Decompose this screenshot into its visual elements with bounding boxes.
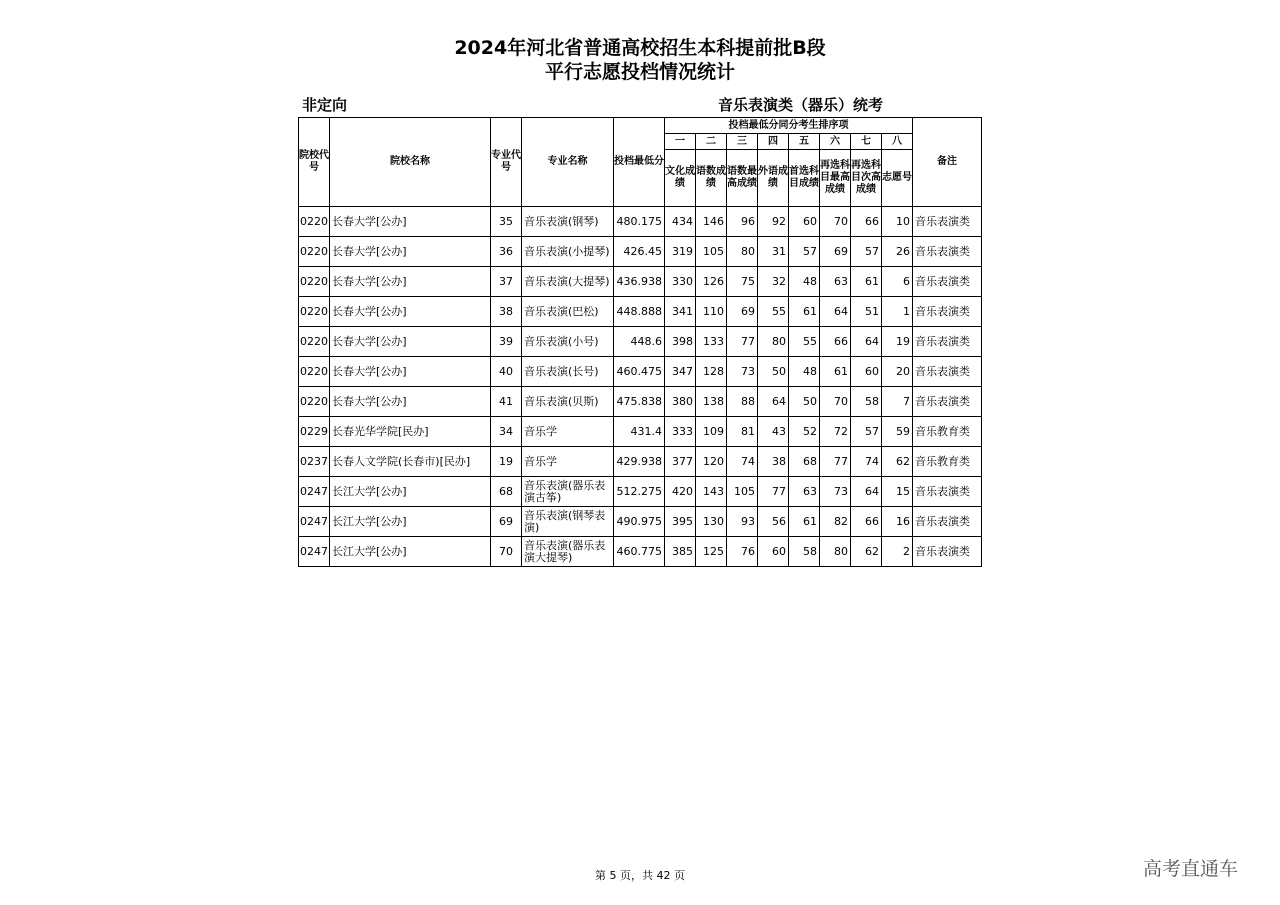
major-code-cell: 35 [491, 207, 522, 237]
rank-value-cell: 31 [758, 237, 789, 267]
rank-value-cell: 80 [758, 327, 789, 357]
header-rank-item: 首选科目成绩 [789, 150, 820, 207]
school-code-cell: 0220 [299, 327, 330, 357]
table-row [299, 417, 982, 447]
school-code-cell: 0220 [299, 237, 330, 267]
header-major-code: 专业代号 [491, 118, 522, 207]
school-name-cell: 长春大学[公办] [330, 327, 491, 357]
rank-value-cell: 66 [820, 327, 851, 357]
major-code-cell: 19 [491, 447, 522, 477]
major-code-cell: 70 [491, 537, 522, 567]
min-score-cell: 431.4 [614, 417, 665, 447]
header-rank-num: 七 [851, 134, 882, 150]
table-row [299, 387, 982, 417]
header-school-code: 院校代号 [299, 118, 330, 207]
school-code-cell: 0220 [299, 297, 330, 327]
major-name-cell: 音乐表演(钢琴表演) [522, 507, 614, 537]
table-row [299, 477, 982, 507]
rank-value-cell: 81 [727, 417, 758, 447]
header-rank-num: 二 [696, 134, 727, 150]
min-score-cell: 480.175 [614, 207, 665, 237]
rank-value-cell: 347 [665, 357, 696, 387]
min-score-cell: 429.938 [614, 447, 665, 477]
remark-cell: 音乐表演类 [913, 477, 982, 507]
min-score-cell: 448.888 [614, 297, 665, 327]
rank-value-cell: 73 [820, 477, 851, 507]
school-name-cell: 长江大学[公办] [330, 507, 491, 537]
major-name-cell: 音乐表演(巴松) [522, 297, 614, 327]
school-code-cell: 0220 [299, 387, 330, 417]
remark-cell: 音乐表演类 [913, 357, 982, 387]
rank-value-cell: 138 [696, 387, 727, 417]
major-name-cell: 音乐表演(大提琴) [522, 267, 614, 297]
remark-cell: 音乐表演类 [913, 537, 982, 567]
min-score-cell: 460.775 [614, 537, 665, 567]
rank-value-cell: 341 [665, 297, 696, 327]
major-name-cell: 音乐表演(小提琴) [522, 237, 614, 267]
rank-value-cell: 68 [789, 447, 820, 477]
rank-value-cell: 16 [882, 507, 913, 537]
rank-value-cell: 319 [665, 237, 696, 267]
rank-value-cell: 61 [789, 507, 820, 537]
table-row [299, 507, 982, 537]
rank-value-cell: 6 [882, 267, 913, 297]
rank-value-cell: 64 [758, 387, 789, 417]
header-rank-item: 外语成绩 [758, 150, 789, 207]
rank-value-cell: 105 [727, 477, 758, 507]
remark-cell: 音乐表演类 [913, 297, 982, 327]
rank-value-cell: 61 [851, 267, 882, 297]
category-right-label: 音乐表演类（器乐）统考 [718, 96, 884, 114]
school-code-cell: 0220 [299, 357, 330, 387]
table-row [299, 267, 982, 297]
major-code-cell: 37 [491, 267, 522, 297]
rank-value-cell: 38 [758, 447, 789, 477]
rank-value-cell: 96 [727, 207, 758, 237]
rank-value-cell: 62 [851, 537, 882, 567]
major-name-cell: 音乐表演(器乐表演古筝) [522, 477, 614, 507]
rank-value-cell: 19 [882, 327, 913, 357]
table-body [299, 207, 982, 567]
page-number: 第 5 页，共 42 页 [595, 869, 685, 882]
rank-value-cell: 143 [696, 477, 727, 507]
min-score-cell: 512.275 [614, 477, 665, 507]
rank-value-cell: 69 [820, 237, 851, 267]
major-name-cell: 音乐表演(小号) [522, 327, 614, 357]
rank-value-cell: 43 [758, 417, 789, 447]
min-score-cell: 490.975 [614, 507, 665, 537]
rank-value-cell: 2 [882, 537, 913, 567]
rank-value-cell: 146 [696, 207, 727, 237]
remark-cell: 音乐表演类 [913, 207, 982, 237]
rank-value-cell: 1 [882, 297, 913, 327]
major-code-cell: 36 [491, 237, 522, 267]
rank-value-cell: 133 [696, 327, 727, 357]
school-name-cell: 长春光华学院[民办] [330, 417, 491, 447]
rank-value-cell: 56 [758, 507, 789, 537]
major-name-cell: 音乐学 [522, 417, 614, 447]
school-code-cell: 0247 [299, 507, 330, 537]
rank-value-cell: 63 [789, 477, 820, 507]
rank-value-cell: 55 [789, 327, 820, 357]
rank-value-cell: 377 [665, 447, 696, 477]
remark-cell: 音乐表演类 [913, 387, 982, 417]
rank-value-cell: 110 [696, 297, 727, 327]
rank-value-cell: 59 [882, 417, 913, 447]
major-code-cell: 40 [491, 357, 522, 387]
rank-value-cell: 76 [727, 537, 758, 567]
rank-value-cell: 57 [851, 417, 882, 447]
rank-value-cell: 48 [789, 267, 820, 297]
min-score-cell: 426.45 [614, 237, 665, 267]
category-left-label: 非定向 [302, 96, 348, 114]
major-code-cell: 69 [491, 507, 522, 537]
rank-value-cell: 7 [882, 387, 913, 417]
rank-value-cell: 385 [665, 537, 696, 567]
table-row [299, 207, 982, 237]
page-subtitle: 平行志愿投档情况统计 [544, 61, 735, 83]
rank-value-cell: 77 [758, 477, 789, 507]
rank-value-cell: 74 [727, 447, 758, 477]
remark-cell: 音乐教育类 [913, 447, 982, 477]
rank-value-cell: 20 [882, 357, 913, 387]
rank-value-cell: 395 [665, 507, 696, 537]
rank-value-cell: 75 [727, 267, 758, 297]
rank-value-cell: 398 [665, 327, 696, 357]
rank-value-cell: 77 [820, 447, 851, 477]
rank-value-cell: 70 [820, 387, 851, 417]
rank-value-cell: 64 [851, 477, 882, 507]
rank-value-cell: 420 [665, 477, 696, 507]
page-title: 2024年河北省普通高校招生本科提前批B段 [454, 37, 826, 59]
min-score-cell: 460.475 [614, 357, 665, 387]
header-rank-item: 语数最高成绩 [727, 150, 758, 207]
rank-value-cell: 60 [851, 357, 882, 387]
min-score-cell: 475.838 [614, 387, 665, 417]
rank-value-cell: 60 [789, 207, 820, 237]
header-rank-item: 再选科目次高成绩 [851, 150, 882, 207]
table-row [299, 447, 982, 477]
school-name-cell: 长春大学[公办] [330, 297, 491, 327]
min-score-cell: 448.6 [614, 327, 665, 357]
rank-value-cell: 63 [820, 267, 851, 297]
rank-value-cell: 57 [851, 237, 882, 267]
header-rank-item: 语数成绩 [696, 150, 727, 207]
rank-value-cell: 60 [758, 537, 789, 567]
major-code-cell: 38 [491, 297, 522, 327]
rank-value-cell: 72 [820, 417, 851, 447]
header-rank-num: 六 [820, 134, 851, 150]
min-score-cell: 436.938 [614, 267, 665, 297]
table-row [299, 237, 982, 267]
rank-value-cell: 80 [727, 237, 758, 267]
remark-cell: 音乐表演类 [913, 507, 982, 537]
rank-value-cell: 52 [789, 417, 820, 447]
rank-value-cell: 120 [696, 447, 727, 477]
rank-value-cell: 434 [665, 207, 696, 237]
admission-table [298, 117, 982, 567]
rank-value-cell: 80 [820, 537, 851, 567]
rank-value-cell: 61 [789, 297, 820, 327]
remark-cell: 音乐表演类 [913, 267, 982, 297]
rank-value-cell: 61 [820, 357, 851, 387]
school-code-cell: 0220 [299, 207, 330, 237]
rank-value-cell: 126 [696, 267, 727, 297]
header-rank-item: 再选科目最高成绩 [820, 150, 851, 207]
table-row [299, 537, 982, 567]
school-name-cell: 长春大学[公办] [330, 357, 491, 387]
major-name-cell: 音乐表演(钢琴) [522, 207, 614, 237]
rank-value-cell: 26 [882, 237, 913, 267]
header-rank-num: 四 [758, 134, 789, 150]
rank-value-cell: 50 [758, 357, 789, 387]
watermark: 高考直通车 [1143, 858, 1239, 880]
header-rank-num: 三 [727, 134, 758, 150]
header-rank-num: 一 [665, 134, 696, 150]
rank-value-cell: 62 [882, 447, 913, 477]
rank-value-cell: 82 [820, 507, 851, 537]
major-code-cell: 68 [491, 477, 522, 507]
rank-value-cell: 128 [696, 357, 727, 387]
school-name-cell: 长春大学[公办] [330, 237, 491, 267]
school-code-cell: 0237 [299, 447, 330, 477]
header-rank-item: 文化成绩 [665, 150, 696, 207]
rank-value-cell: 55 [758, 297, 789, 327]
rank-value-cell: 92 [758, 207, 789, 237]
header-rank-item: 志愿号 [882, 150, 913, 207]
rank-value-cell: 64 [851, 327, 882, 357]
remark-cell: 音乐表演类 [913, 327, 982, 357]
school-code-cell: 0247 [299, 537, 330, 567]
school-name-cell: 长春人文学院(长春市)[民办] [330, 447, 491, 477]
rank-value-cell: 51 [851, 297, 882, 327]
rank-value-cell: 74 [851, 447, 882, 477]
rank-value-cell: 105 [696, 237, 727, 267]
header-rank-num: 八 [882, 134, 913, 150]
rank-value-cell: 69 [727, 297, 758, 327]
rank-value-cell: 50 [789, 387, 820, 417]
remark-cell: 音乐表演类 [913, 237, 982, 267]
remark-cell: 音乐教育类 [913, 417, 982, 447]
rank-value-cell: 66 [851, 507, 882, 537]
major-name-cell: 音乐表演(器乐表演大提琴) [522, 537, 614, 567]
rank-value-cell: 57 [789, 237, 820, 267]
rank-value-cell: 109 [696, 417, 727, 447]
rank-value-cell: 64 [820, 297, 851, 327]
rank-value-cell: 48 [789, 357, 820, 387]
rank-value-cell: 93 [727, 507, 758, 537]
table-row [299, 357, 982, 387]
major-code-cell: 41 [491, 387, 522, 417]
major-code-cell: 34 [491, 417, 522, 447]
header-min-score: 投档最低分 [614, 118, 665, 207]
major-code-cell: 39 [491, 327, 522, 357]
header-school-name: 院校名称 [330, 118, 491, 207]
table-row [299, 327, 982, 357]
school-name-cell: 长春大学[公办] [330, 207, 491, 237]
header-rank-num: 五 [789, 134, 820, 150]
school-name-cell: 长江大学[公办] [330, 537, 491, 567]
rank-value-cell: 10 [882, 207, 913, 237]
rank-value-cell: 380 [665, 387, 696, 417]
rank-value-cell: 333 [665, 417, 696, 447]
school-code-cell: 0229 [299, 417, 330, 447]
rank-value-cell: 58 [789, 537, 820, 567]
rank-value-cell: 125 [696, 537, 727, 567]
major-name-cell: 音乐表演(长号) [522, 357, 614, 387]
header-rank-group: 投档最低分同分考生排序项 [665, 118, 913, 134]
rank-value-cell: 66 [851, 207, 882, 237]
major-name-cell: 音乐学 [522, 447, 614, 477]
rank-value-cell: 15 [882, 477, 913, 507]
rank-value-cell: 130 [696, 507, 727, 537]
table-row [299, 297, 982, 327]
school-code-cell: 0247 [299, 477, 330, 507]
rank-value-cell: 58 [851, 387, 882, 417]
rank-value-cell: 77 [727, 327, 758, 357]
school-name-cell: 长春大学[公办] [330, 387, 491, 417]
rank-value-cell: 70 [820, 207, 851, 237]
school-code-cell: 0220 [299, 267, 330, 297]
rank-value-cell: 330 [665, 267, 696, 297]
header-major-name: 专业名称 [522, 118, 614, 207]
school-name-cell: 长江大学[公办] [330, 477, 491, 507]
major-name-cell: 音乐表演(贝斯) [522, 387, 614, 417]
rank-value-cell: 73 [727, 357, 758, 387]
rank-value-cell: 88 [727, 387, 758, 417]
rank-value-cell: 32 [758, 267, 789, 297]
school-name-cell: 长春大学[公办] [330, 267, 491, 297]
header-remark: 备注 [913, 118, 982, 207]
